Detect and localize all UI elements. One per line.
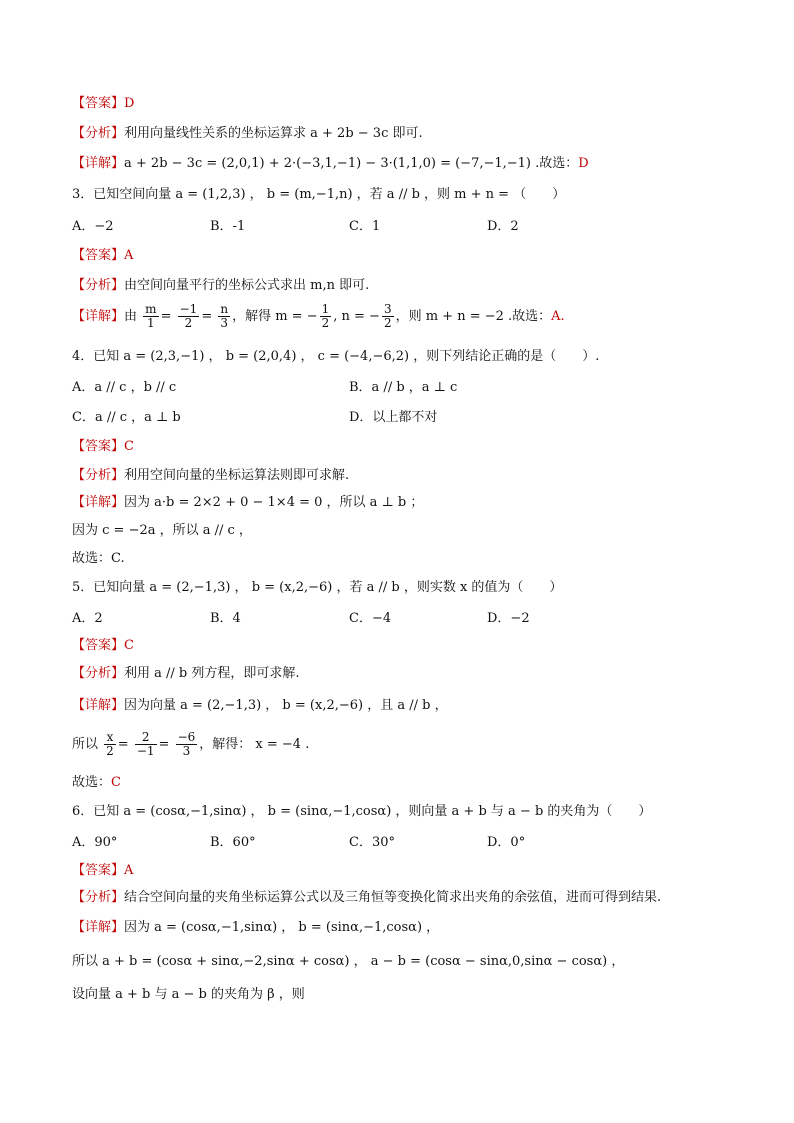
detail-text: ，解得 m = − bbox=[232, 309, 318, 324]
numerator: m bbox=[145, 302, 157, 316]
fraction bbox=[320, 303, 332, 330]
detail-text: 因为 a = (cosα,−1,sinα) ， b = (sinα,−1,cosα) ， bbox=[124, 920, 440, 935]
q3-option-b: B．-1 bbox=[210, 219, 246, 234]
answer-tag: 【答案】 bbox=[72, 248, 125, 263]
detail-choice: D bbox=[578, 156, 589, 171]
analysis-tag: 【分析】 bbox=[72, 278, 125, 293]
q6-option-d: D．0° bbox=[487, 835, 526, 850]
numerator: n bbox=[220, 302, 229, 316]
q4-analysis-row bbox=[72, 466, 349, 486]
detail-choice: A. bbox=[551, 309, 565, 324]
analysis-text: 由空间向量平行的坐标公式求出 m,n 即可. bbox=[124, 278, 370, 293]
q5-detail-line-3 bbox=[72, 773, 121, 793]
q6-answer-row bbox=[72, 861, 133, 881]
equals-sign: = bbox=[158, 737, 170, 752]
analysis-text: 利用 a // b 列方程，即可求解. bbox=[124, 666, 300, 681]
detail-tag: 【详解】 bbox=[72, 309, 125, 324]
q6-detail-line-2: 所以 a + b = (cosα + sinα,−2,sinα + cosα) ， a − b = (cosα − sinα,0,sinα − cosα) ， bbox=[72, 954, 625, 969]
q5-stem: 5．已知向量 a = (2,−1,3) ， b = (x,2,−6) ，若 a // b ，则实数 x 的值为（ ） bbox=[72, 580, 563, 595]
q3-stem: 3．已知空间向量 a = (1,2,3) ， b = (m,−1,n) ，若 a // b ，则 m + n = （ ） bbox=[72, 187, 566, 202]
q3-detail-row bbox=[72, 302, 565, 332]
answer-value: A bbox=[124, 248, 134, 263]
q5-option-d: D．−2 bbox=[487, 611, 530, 626]
numerator: 1 bbox=[321, 302, 330, 316]
analysis-text: 利用空间向量的坐标运算法则即可求解. bbox=[124, 468, 350, 483]
detail-tag: 【详解】 bbox=[72, 920, 125, 935]
q3-option-c: C．1 bbox=[349, 219, 381, 234]
q5-detail-line-2 bbox=[72, 730, 309, 760]
detail-text: ，解得： x = −4 . bbox=[199, 737, 310, 752]
select-value: C bbox=[111, 775, 121, 790]
numerator: −6 bbox=[177, 730, 196, 744]
q4-option-b: B．a // b ，a ⊥ c bbox=[349, 380, 458, 395]
numerator: −1 bbox=[179, 302, 198, 316]
analysis-tag: 【分析】 bbox=[72, 468, 125, 483]
q4-detail-line-3: 故选：C. bbox=[72, 551, 125, 566]
q3-answer-row bbox=[72, 246, 133, 266]
denominator: 1 bbox=[147, 316, 155, 330]
q6-detail-row bbox=[72, 918, 439, 938]
q5-answer-row bbox=[72, 636, 134, 656]
denominator: 3 bbox=[220, 316, 229, 330]
answer-tag: 【答案】 bbox=[72, 638, 125, 653]
numerator: x bbox=[104, 731, 116, 745]
q6-option-a: A．90° bbox=[72, 835, 118, 850]
q2-analysis-row bbox=[72, 124, 423, 144]
denominator: 2 bbox=[321, 316, 330, 330]
fraction bbox=[104, 731, 116, 758]
equals-sign: = bbox=[117, 737, 129, 752]
fraction bbox=[176, 731, 198, 758]
analysis-text: 结合空间向量的夹角坐标运算公式以及三角恒等变换化简求出夹角的余弦值，进而可得到结果. bbox=[124, 890, 662, 905]
q2-answer-row bbox=[72, 94, 134, 114]
q4-option-d: D．以上都不对 bbox=[349, 410, 438, 425]
q6-detail-line-3: 设向量 a + b 与 a − b 的夹角为 β ，则 bbox=[72, 987, 305, 1002]
q5-option-a: A．2 bbox=[72, 611, 103, 626]
answer-value: C bbox=[124, 638, 134, 653]
analysis-tag: 【分析】 bbox=[72, 126, 125, 141]
denominator: 2 bbox=[383, 316, 392, 330]
numerator: 2 bbox=[135, 731, 157, 745]
analysis-text: 利用向量线性关系的坐标运算求 a + 2b − 3c 即可. bbox=[124, 126, 423, 141]
answer-value: D bbox=[124, 96, 135, 111]
q5-option-c: C．−4 bbox=[349, 611, 392, 626]
q4-detail-line-2: 因为 c = −2a ，所以 a // c ， bbox=[72, 523, 252, 538]
detail-tag: 【详解】 bbox=[72, 495, 125, 510]
analysis-tag: 【分析】 bbox=[72, 890, 125, 905]
denominator: −1 bbox=[136, 744, 155, 758]
detail-text: 由 bbox=[124, 309, 138, 324]
q4-answer-row bbox=[72, 437, 134, 457]
fraction bbox=[382, 303, 394, 330]
answer-tag: 【答案】 bbox=[72, 439, 125, 454]
answer-value: A bbox=[124, 863, 134, 878]
detail-text: , n = − bbox=[333, 309, 380, 324]
denominator: 3 bbox=[182, 744, 191, 758]
q5-analysis-row bbox=[72, 664, 300, 684]
answer-tag: 【答案】 bbox=[72, 863, 125, 878]
q2-detail-row bbox=[72, 154, 589, 174]
q4-option-c: C．a // c ，a ⊥ b bbox=[72, 410, 181, 425]
q4-detail-row bbox=[72, 493, 423, 513]
denominator: 2 bbox=[106, 744, 114, 758]
fraction bbox=[135, 731, 157, 758]
q4-stem: 4．已知 a = (2,3,−1) ， b = (2,0,4) ， c = (−4,−6,2) ，则下列结论正确的是（ ）. bbox=[72, 349, 600, 364]
fraction bbox=[178, 303, 200, 330]
q5-detail-row bbox=[72, 696, 448, 716]
detail-tag: 【详解】 bbox=[72, 156, 125, 171]
detail-text: a + 2b − 3c = (2,0,1) + 2·(−3,1,−1) − 3·(1,1,0) = (−7,−1,−1) .故选： bbox=[124, 156, 579, 171]
fraction bbox=[143, 303, 158, 330]
denominator: 2 bbox=[184, 316, 193, 330]
select-label: 故选： bbox=[72, 775, 112, 790]
q5-option-b: B．4 bbox=[210, 611, 241, 626]
fraction bbox=[218, 303, 230, 330]
q3-option-d: D．2 bbox=[487, 219, 519, 234]
equals-sign: = bbox=[160, 309, 172, 324]
q6-option-c: C．30° bbox=[349, 835, 395, 850]
analysis-tag: 【分析】 bbox=[72, 666, 125, 681]
q6-analysis-row bbox=[72, 888, 661, 908]
q3-analysis-row bbox=[72, 276, 369, 296]
detail-text: 所以 bbox=[72, 737, 99, 752]
detail-text: ，则 m + n = −2 .故选： bbox=[395, 309, 552, 324]
detail-text: 因为向量 a = (2,−1,3) ， b = (x,2,−6) ，且 a // b ， bbox=[124, 698, 448, 713]
equals-sign: = bbox=[201, 309, 213, 324]
detail-text: 因为 a·b = 2×2 + 0 − 1×4 = 0 ，所以 a ⊥ b ； bbox=[124, 495, 424, 510]
answer-value: C bbox=[124, 439, 134, 454]
q6-stem: 6．已知 a = (cosα,−1,sinα) ， b = (sinα,−1,cosα) ，则向量 a + b 与 a − b 的夹角为（ ） bbox=[72, 804, 652, 819]
q3-option-a: A．−2 bbox=[72, 219, 114, 234]
detail-tag: 【详解】 bbox=[72, 698, 125, 713]
q6-option-b: B．60° bbox=[210, 835, 256, 850]
numerator: 3 bbox=[383, 302, 392, 316]
answer-tag: 【答案】 bbox=[72, 96, 125, 111]
q4-option-a: A．a // c ，b // c bbox=[72, 380, 177, 395]
